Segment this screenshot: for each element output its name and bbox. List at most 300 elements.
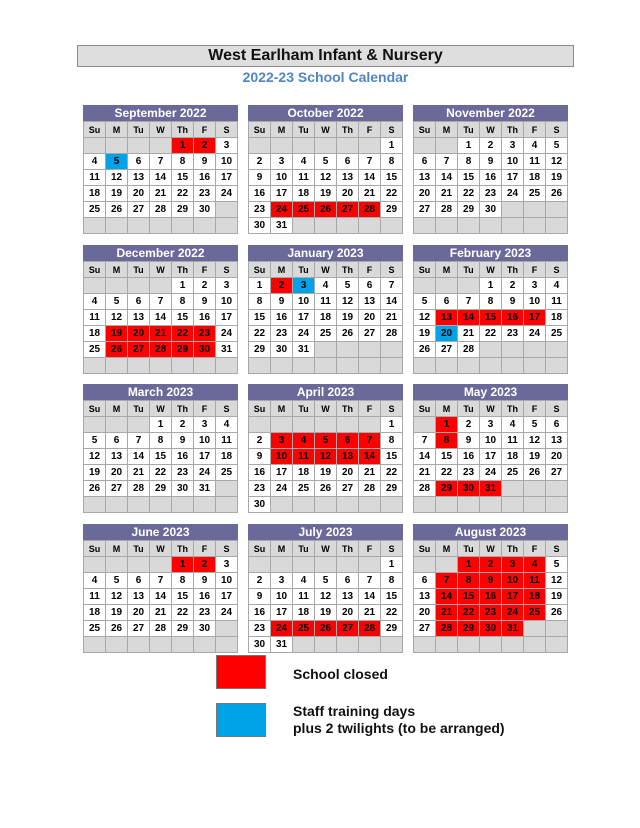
day-cell: 10	[194, 433, 216, 449]
empty-cell	[172, 218, 194, 234]
empty-cell	[359, 417, 381, 433]
day-cell: 6	[359, 278, 381, 294]
day-cell: 20	[414, 605, 436, 621]
day-cell: 28	[150, 621, 172, 637]
empty-cell	[271, 138, 293, 154]
day-cell: 21	[414, 465, 436, 481]
day-of-week-header: F	[359, 401, 381, 417]
day-cell: 20	[128, 326, 150, 342]
day-of-week-header: Tu	[293, 401, 315, 417]
empty-cell	[315, 637, 337, 653]
day-cell: 1	[249, 278, 271, 294]
day-cell: 11	[84, 310, 106, 326]
day-cell: 21	[359, 465, 381, 481]
day-cell: 20	[359, 310, 381, 326]
day-cell: 19	[337, 310, 359, 326]
day-cell: 15	[381, 170, 403, 186]
day-cell: 31	[271, 218, 293, 234]
day-cell: 30	[194, 202, 216, 218]
day-of-week-header: F	[524, 401, 546, 417]
day-cell: 6	[414, 154, 436, 170]
day-cell: 19	[106, 326, 128, 342]
month-february-2023	[413, 245, 568, 374]
legend-closed-swatch	[216, 655, 266, 689]
day-cell: 4	[546, 278, 568, 294]
empty-cell	[293, 497, 315, 513]
day-of-week-header: M	[271, 401, 293, 417]
day-cell: 9	[271, 294, 293, 310]
day-cell: 7	[436, 573, 458, 589]
day-cell: 4	[293, 573, 315, 589]
day-cell: 24	[502, 605, 524, 621]
day-cell: 8	[480, 294, 502, 310]
day-cell: 16	[271, 310, 293, 326]
month-header: August 2023	[413, 524, 568, 540]
day-of-week-header: Tu	[458, 262, 480, 278]
empty-cell	[546, 481, 568, 497]
day-cell: 1	[436, 417, 458, 433]
day-cell: 3	[480, 417, 502, 433]
day-cell: 23	[480, 605, 502, 621]
empty-cell	[524, 342, 546, 358]
day-cell: 4	[84, 573, 106, 589]
empty-cell	[315, 138, 337, 154]
day-cell: 15	[436, 449, 458, 465]
day-cell: 30	[480, 621, 502, 637]
day-cell: 12	[106, 310, 128, 326]
day-of-week-header: F	[194, 541, 216, 557]
day-cell: 27	[359, 326, 381, 342]
day-cell: 7	[359, 433, 381, 449]
empty-cell	[436, 637, 458, 653]
day-cell: 1	[172, 138, 194, 154]
day-cell: 5	[414, 294, 436, 310]
month-june-2023	[83, 524, 238, 653]
day-of-week-header: Su	[249, 401, 271, 417]
empty-cell	[315, 218, 337, 234]
day-cell: 30	[172, 481, 194, 497]
day-of-week-header: S	[216, 262, 238, 278]
day-cell: 23	[271, 326, 293, 342]
day-cell: 18	[84, 186, 106, 202]
day-cell: 9	[502, 294, 524, 310]
empty-cell	[128, 278, 150, 294]
day-cell: 1	[172, 557, 194, 573]
empty-cell	[546, 342, 568, 358]
empty-cell	[106, 497, 128, 513]
day-cell: 16	[172, 449, 194, 465]
day-cell: 2	[458, 417, 480, 433]
day-of-week-header: Tu	[293, 262, 315, 278]
day-cell: 10	[216, 573, 238, 589]
day-cell: 14	[128, 449, 150, 465]
day-cell: 21	[359, 605, 381, 621]
empty-cell	[249, 557, 271, 573]
day-cell: 15	[172, 589, 194, 605]
day-cell: 2	[480, 557, 502, 573]
day-cell: 12	[546, 573, 568, 589]
day-cell: 12	[524, 433, 546, 449]
day-cell: 30	[249, 637, 271, 653]
day-cell: 23	[458, 465, 480, 481]
day-cell: 3	[194, 417, 216, 433]
day-cell: 4	[524, 138, 546, 154]
month-header: January 2023	[248, 245, 403, 261]
month-header: September 2022	[83, 105, 238, 121]
empty-cell	[524, 637, 546, 653]
day-of-week-header: Th	[172, 122, 194, 138]
day-cell: 12	[106, 170, 128, 186]
day-cell: 1	[172, 278, 194, 294]
day-cell: 16	[502, 310, 524, 326]
empty-cell	[414, 417, 436, 433]
day-of-week-header: Th	[172, 541, 194, 557]
day-of-week-header: F	[524, 122, 546, 138]
empty-cell	[414, 497, 436, 513]
month-july-2023	[248, 524, 403, 653]
day-of-week-header: Su	[84, 122, 106, 138]
day-cell: 21	[436, 605, 458, 621]
day-of-week-header: Su	[84, 401, 106, 417]
day-cell: 12	[84, 449, 106, 465]
day-of-week-header: F	[359, 541, 381, 557]
day-cell: 6	[436, 294, 458, 310]
day-cell: 21	[359, 186, 381, 202]
day-of-week-header: Th	[172, 401, 194, 417]
day-of-week-header: W	[480, 401, 502, 417]
day-cell: 10	[480, 433, 502, 449]
empty-cell	[106, 417, 128, 433]
empty-cell	[315, 497, 337, 513]
empty-cell	[546, 497, 568, 513]
day-of-week-header: S	[381, 262, 403, 278]
day-cell: 14	[436, 589, 458, 605]
day-of-week-header: F	[194, 401, 216, 417]
day-cell: 27	[337, 202, 359, 218]
empty-cell	[359, 557, 381, 573]
empty-cell	[106, 218, 128, 234]
day-cell: 31	[293, 342, 315, 358]
day-cell: 6	[337, 573, 359, 589]
day-cell: 17	[271, 186, 293, 202]
day-cell: 29	[381, 481, 403, 497]
day-of-week-header: F	[524, 541, 546, 557]
day-cell: 20	[546, 449, 568, 465]
day-cell: 8	[150, 433, 172, 449]
day-of-week-header: W	[480, 262, 502, 278]
day-cell: 22	[381, 186, 403, 202]
day-cell: 24	[271, 202, 293, 218]
day-of-week-header: W	[315, 262, 337, 278]
day-cell: 7	[128, 433, 150, 449]
day-of-week-header: S	[546, 122, 568, 138]
day-cell: 24	[524, 326, 546, 342]
day-cell: 2	[480, 138, 502, 154]
day-cell: 2	[194, 557, 216, 573]
day-cell: 24	[216, 186, 238, 202]
day-cell: 6	[337, 154, 359, 170]
day-cell: 26	[84, 481, 106, 497]
empty-cell	[128, 138, 150, 154]
empty-cell	[128, 417, 150, 433]
day-cell: 21	[458, 326, 480, 342]
day-of-week-header: M	[436, 401, 458, 417]
day-cell: 11	[84, 589, 106, 605]
day-cell: 20	[337, 605, 359, 621]
day-cell: 7	[359, 573, 381, 589]
empty-cell	[480, 218, 502, 234]
day-cell: 15	[150, 449, 172, 465]
day-cell: 14	[150, 310, 172, 326]
month-grid	[248, 121, 403, 234]
day-cell: 26	[414, 342, 436, 358]
day-of-week-header: S	[381, 541, 403, 557]
day-cell: 28	[359, 481, 381, 497]
day-of-week-header: S	[546, 541, 568, 557]
day-cell: 19	[546, 170, 568, 186]
empty-cell	[546, 637, 568, 653]
day-cell: 10	[524, 294, 546, 310]
day-cell: 13	[546, 433, 568, 449]
empty-cell	[106, 278, 128, 294]
day-cell: 20	[436, 326, 458, 342]
day-cell: 19	[315, 605, 337, 621]
empty-cell	[315, 417, 337, 433]
day-cell: 24	[271, 481, 293, 497]
day-cell: 22	[480, 326, 502, 342]
empty-cell	[271, 417, 293, 433]
empty-cell	[359, 138, 381, 154]
day-cell: 25	[293, 481, 315, 497]
month-header: March 2023	[83, 384, 238, 400]
day-cell: 28	[359, 202, 381, 218]
empty-cell	[502, 358, 524, 374]
day-cell: 7	[150, 294, 172, 310]
day-cell: 13	[337, 449, 359, 465]
empty-cell	[524, 202, 546, 218]
empty-cell	[337, 417, 359, 433]
day-cell: 30	[194, 342, 216, 358]
day-cell: 7	[414, 433, 436, 449]
day-of-week-header: F	[359, 262, 381, 278]
day-cell: 9	[458, 433, 480, 449]
day-cell: 2	[172, 417, 194, 433]
empty-cell	[414, 218, 436, 234]
day-cell: 24	[480, 465, 502, 481]
day-cell: 18	[546, 310, 568, 326]
empty-cell	[315, 358, 337, 374]
day-cell: 20	[414, 186, 436, 202]
day-cell: 16	[458, 449, 480, 465]
day-cell: 26	[315, 481, 337, 497]
empty-cell	[436, 557, 458, 573]
empty-cell	[84, 497, 106, 513]
day-cell: 3	[271, 573, 293, 589]
day-cell: 23	[194, 186, 216, 202]
day-of-week-header: Su	[249, 541, 271, 557]
day-cell: 25	[84, 621, 106, 637]
empty-cell	[293, 557, 315, 573]
day-cell: 27	[128, 202, 150, 218]
day-of-week-header: Tu	[458, 122, 480, 138]
empty-cell	[172, 637, 194, 653]
empty-cell	[106, 637, 128, 653]
empty-cell	[271, 497, 293, 513]
empty-cell	[546, 218, 568, 234]
day-cell: 27	[546, 465, 568, 481]
day-cell: 8	[381, 433, 403, 449]
day-cell: 26	[337, 326, 359, 342]
day-of-week-header: S	[381, 122, 403, 138]
month-header: December 2022	[83, 245, 238, 261]
day-cell: 18	[293, 605, 315, 621]
day-of-week-header: M	[271, 262, 293, 278]
day-cell: 6	[546, 417, 568, 433]
month-grid	[413, 400, 568, 513]
day-cell: 10	[271, 589, 293, 605]
day-of-week-header: F	[359, 122, 381, 138]
empty-cell	[150, 138, 172, 154]
day-cell: 8	[381, 573, 403, 589]
day-cell: 23	[249, 621, 271, 637]
empty-cell	[172, 358, 194, 374]
day-cell: 5	[315, 154, 337, 170]
day-cell: 25	[293, 202, 315, 218]
empty-cell	[337, 342, 359, 358]
day-cell: 22	[172, 186, 194, 202]
day-cell: 30	[249, 497, 271, 513]
day-cell: 5	[546, 557, 568, 573]
day-of-week-header: Th	[337, 541, 359, 557]
day-cell: 22	[150, 465, 172, 481]
empty-cell	[436, 138, 458, 154]
day-cell: 8	[458, 573, 480, 589]
month-grid	[413, 540, 568, 653]
day-cell: 11	[216, 433, 238, 449]
day-cell: 16	[194, 589, 216, 605]
day-cell: 2	[249, 154, 271, 170]
empty-cell	[106, 557, 128, 573]
day-cell: 15	[381, 449, 403, 465]
month-header: June 2023	[83, 524, 238, 540]
day-cell: 10	[271, 449, 293, 465]
month-september-2022	[83, 105, 238, 234]
empty-cell	[414, 557, 436, 573]
day-of-week-header: S	[381, 401, 403, 417]
day-cell: 19	[546, 589, 568, 605]
day-cell: 4	[293, 433, 315, 449]
day-cell: 24	[502, 186, 524, 202]
empty-cell	[458, 358, 480, 374]
day-cell: 17	[293, 310, 315, 326]
day-cell: 31	[502, 621, 524, 637]
day-of-week-header: Th	[337, 401, 359, 417]
month-october-2022	[248, 105, 403, 234]
month-grid	[83, 121, 238, 234]
day-cell: 14	[359, 449, 381, 465]
day-cell: 18	[293, 465, 315, 481]
day-cell: 25	[216, 465, 238, 481]
day-cell: 3	[216, 138, 238, 154]
day-cell: 29	[381, 621, 403, 637]
empty-cell	[480, 342, 502, 358]
day-cell: 28	[414, 481, 436, 497]
empty-cell	[524, 497, 546, 513]
empty-cell	[84, 417, 106, 433]
day-cell: 15	[381, 589, 403, 605]
empty-cell	[337, 637, 359, 653]
empty-cell	[216, 358, 238, 374]
empty-cell	[337, 557, 359, 573]
month-april-2023	[248, 384, 403, 513]
empty-cell	[128, 497, 150, 513]
day-cell: 30	[249, 218, 271, 234]
day-cell: 13	[414, 170, 436, 186]
day-cell: 18	[524, 589, 546, 605]
day-of-week-header: Th	[337, 122, 359, 138]
day-cell: 29	[458, 202, 480, 218]
empty-cell	[150, 497, 172, 513]
day-cell: 5	[315, 433, 337, 449]
day-cell: 21	[381, 310, 403, 326]
day-cell: 24	[216, 605, 238, 621]
empty-cell	[546, 202, 568, 218]
day-cell: 5	[84, 433, 106, 449]
day-cell: 23	[249, 481, 271, 497]
day-cell: 8	[172, 573, 194, 589]
empty-cell	[293, 637, 315, 653]
day-cell: 7	[381, 278, 403, 294]
day-of-week-header: S	[216, 541, 238, 557]
day-cell: 1	[381, 557, 403, 573]
empty-cell	[84, 278, 106, 294]
day-of-week-header: M	[106, 541, 128, 557]
day-of-week-header: Th	[502, 262, 524, 278]
day-cell: 24	[293, 326, 315, 342]
empty-cell	[546, 358, 568, 374]
empty-cell	[84, 557, 106, 573]
day-cell: 25	[84, 202, 106, 218]
day-cell: 5	[315, 573, 337, 589]
day-cell: 16	[194, 310, 216, 326]
day-of-week-header: S	[216, 122, 238, 138]
month-grid	[83, 540, 238, 653]
day-cell: 23	[172, 465, 194, 481]
empty-cell	[524, 218, 546, 234]
day-cell: 9	[194, 573, 216, 589]
day-cell: 27	[106, 481, 128, 497]
day-cell: 25	[524, 186, 546, 202]
day-of-week-header: M	[271, 122, 293, 138]
empty-cell	[436, 218, 458, 234]
day-cell: 13	[359, 294, 381, 310]
day-cell: 18	[315, 310, 337, 326]
empty-cell	[216, 481, 238, 497]
day-cell: 30	[194, 621, 216, 637]
day-of-week-header: Tu	[293, 122, 315, 138]
day-of-week-header: Su	[414, 122, 436, 138]
day-cell: 8	[458, 154, 480, 170]
day-cell: 12	[414, 310, 436, 326]
empty-cell	[524, 481, 546, 497]
day-of-week-header: W	[315, 401, 337, 417]
empty-cell	[194, 358, 216, 374]
day-cell: 24	[271, 621, 293, 637]
day-cell: 15	[458, 170, 480, 186]
day-cell: 21	[150, 326, 172, 342]
day-cell: 5	[106, 573, 128, 589]
month-grid	[248, 261, 403, 374]
